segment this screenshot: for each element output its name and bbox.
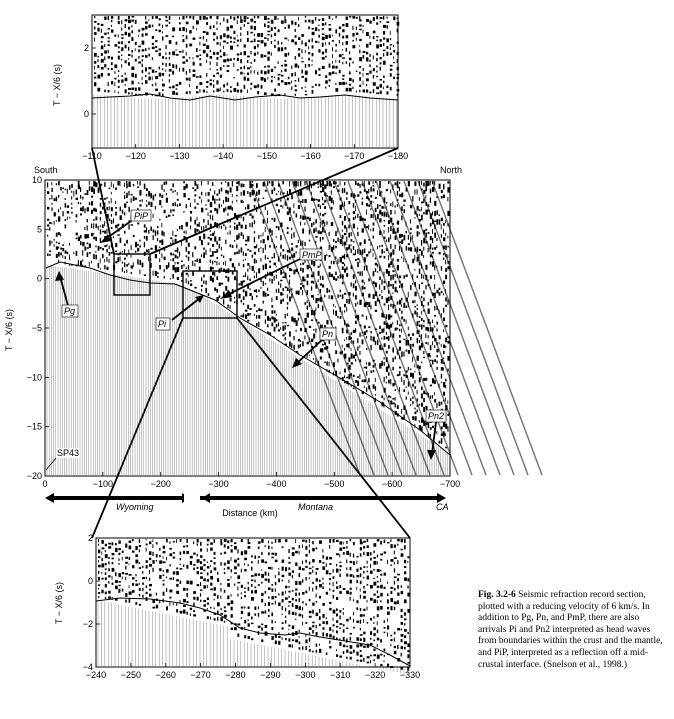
inset-bottom-frame — [96, 538, 410, 667]
main-x-tick-label: 0 — [42, 479, 48, 489]
inset-bottom-x-tick-label: −290 — [260, 670, 281, 680]
inset-bottom-x-tick-label: −300 — [295, 670, 316, 680]
inset-bottom-x-tick-label: −240 — [85, 670, 107, 680]
main-x-ticks — [42, 472, 460, 489]
main-x-tick-label: −500 — [324, 479, 345, 489]
inset-bottom-y-tick-label: −2 — [82, 619, 93, 629]
inset-bottom-first-arrival-line — [96, 598, 410, 666]
inset-top-first-arrival-line — [92, 94, 398, 100]
shot-point-label — [46, 448, 80, 470]
north-label: North — [440, 165, 463, 175]
svg-text:Pn2: Pn2 — [428, 411, 445, 421]
inset-top-y-tick-label: 2 — [83, 43, 89, 53]
svg-text:Pg: Pg — [64, 306, 76, 316]
inset-top-traces — [94, 16, 399, 147]
main-traces — [47, 181, 542, 475]
phase-label-pg — [55, 271, 78, 317]
inset-bottom-traces — [98, 539, 410, 674]
inset-top — [52, 15, 408, 161]
caption-text: Seismic refraction record section, plotted with a reducing velocity of 6 km/s. In addition to Pg, Pn, and PmP, there are also arrivals Pi and Pn2 interpreted as head waves from boundaries within the crust and the mantle, and PiP, interpreted as a reflection off a mid-crustal interface. (Snelson et al., 1998.) — [478, 590, 663, 670]
main-xlabel: Distance (km) — [222, 508, 278, 518]
inset-bottom-y-tick-label: 2 — [87, 533, 93, 543]
region-ca: CA — [436, 502, 449, 512]
inset-bottom — [54, 533, 420, 680]
inset-bottom-x-tick-label: −330 — [399, 670, 421, 680]
svg-text:PiP: PiP — [134, 211, 149, 221]
region-wyoming: Wyoming — [116, 502, 154, 512]
main-y-tick-label: −20 — [26, 471, 42, 481]
inset-top-x-tick-label: −120 — [125, 151, 146, 161]
south-label: South — [34, 165, 58, 175]
svg-text:SP43: SP43 — [57, 448, 80, 458]
main-x-tick-label: −600 — [382, 479, 403, 489]
main-x-tick-label: −100 — [92, 479, 113, 489]
svg-text:Pi: Pi — [158, 319, 167, 329]
main-ylabel: T − X/6 (s) — [4, 308, 14, 352]
main-y-tick-label: 0 — [36, 273, 42, 284]
main-y-tick-label: 10 — [31, 175, 42, 185]
inset-bottom-x-ticks — [86, 663, 420, 680]
inset-bottom-x-tick-label: −280 — [225, 670, 246, 680]
main-y-tick-label: −15 — [26, 421, 42, 432]
inset-bottom-ylabel: T − X/6 (s) — [54, 581, 64, 625]
inset-top-x-tick-label: −180 — [387, 151, 409, 161]
inset-bottom-x-tick-label: −260 — [155, 670, 176, 680]
inset-top-x-tick-label: −160 — [300, 151, 321, 161]
main-x-tick-label: −400 — [266, 479, 287, 489]
inset-top-x-tick-label: −140 — [213, 151, 234, 161]
svg-text:Pn: Pn — [322, 329, 334, 339]
inset-bottom-y-tick-label: 0 — [87, 576, 93, 586]
inset-top-ylabel: T − X/6 (s) — [52, 63, 62, 107]
inset-bottom-y-ticks — [83, 533, 100, 672]
inset-top-y-tick-label: 0 — [83, 109, 89, 119]
caption-label: Fig. 3.2-6 — [478, 590, 516, 600]
inset-top-frame — [92, 15, 398, 148]
svg-text:PmP: PmP — [302, 250, 322, 260]
main-x-tick-label: −300 — [208, 479, 229, 489]
inset-bottom-y-tick-label: −4 — [82, 662, 93, 672]
main-y-ticks — [27, 175, 49, 481]
main-section — [4, 165, 542, 489]
figure-caption — [478, 590, 668, 671]
inset-top-x-tick-label: −130 — [169, 151, 190, 161]
inset-top-x-tick-label: −150 — [256, 151, 277, 161]
main-x-tick-label: −200 — [150, 479, 171, 489]
main-x-tick-label: −700 — [439, 479, 461, 489]
main-y-tick-label: −10 — [26, 372, 42, 383]
main-y-tick-label: 5 — [36, 224, 42, 235]
inset-bottom-x-tick-label: −320 — [364, 670, 386, 680]
main-y-tick-label: −5 — [31, 323, 42, 333]
inset-top-x-tick-label: −170 — [344, 151, 365, 161]
inset-top-x-tick-label: −110 — [82, 151, 102, 161]
inset-bottom-x-tick-label: −270 — [190, 670, 211, 680]
region-montana: Montana — [298, 502, 334, 512]
inset-bottom-x-tick-label: −310 — [330, 670, 351, 680]
inset-bottom-x-tick-label: −250 — [120, 670, 142, 680]
